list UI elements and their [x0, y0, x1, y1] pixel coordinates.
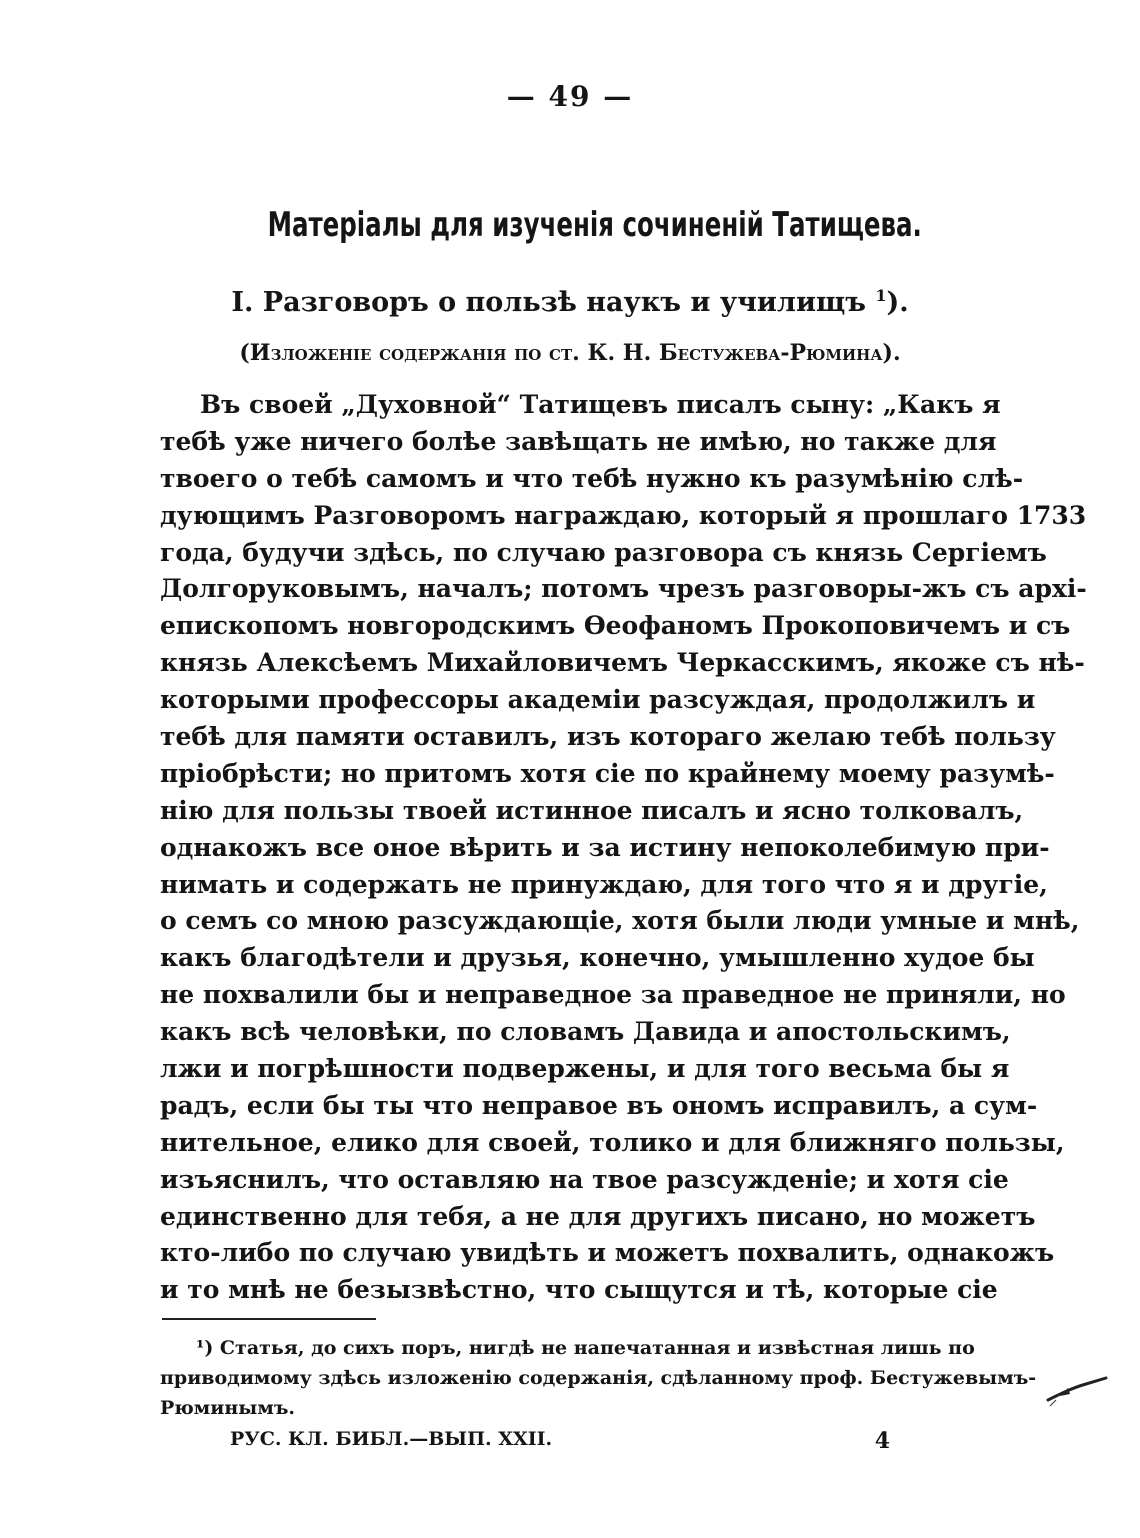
section-footnote-ref: 1	[875, 286, 887, 305]
body-line: радъ, если бы ты что неправое въ ономъ исправилъ, а сум-	[160, 1090, 1038, 1120]
footnote-line: Рюминымъ.	[160, 1397, 296, 1419]
body-line: нимать и содержать не принуждаю, для того что я и другіе,	[160, 869, 1048, 899]
body-line: которыми профессоры академіи разсуждая, продолжилъ и	[160, 685, 1036, 715]
page-number: — 49 —	[506, 80, 634, 113]
pen-mark-icon	[1046, 1370, 1110, 1410]
signature-number: 4	[874, 1428, 890, 1454]
body-line: тебѣ уже ничего болѣе завѣщать не имѣю, но также для	[160, 426, 997, 456]
body-line: нію для пользы твоей истинное писалъ и ясно толковалъ,	[160, 795, 1024, 825]
body-line: и то мнѣ не безызвѣстно, что сыщутся и тѣ, которые сіе	[160, 1275, 998, 1305]
body-line: изъяснилъ, что оставляю на твое разсужденіе; и хотя сіе	[160, 1164, 1009, 1194]
section-title-end: ).	[886, 287, 909, 318]
body-line: дующимъ Разговоромъ награждаю, который я прошлаго 1733	[160, 500, 1087, 530]
body-line: Въ своей „Духовной“ Татищевъ писалъ сыну: „Какъ я	[200, 390, 1001, 419]
series-signature: РУС. КЛ. БИБЛ.—ВЫП. XXII.	[230, 1428, 553, 1450]
body-line: твоего о тебѣ самомъ и что тебѣ нужно къ разумѣнію слѣ-	[160, 463, 1024, 493]
section-title-text: I. Разговоръ о пользѣ наукъ и училищъ	[231, 287, 866, 318]
body-line: князь Алексѣемъ Михайловичемъ Черкасскимъ, якоже съ нѣ-	[160, 648, 1085, 678]
body-line: единственно для тебя, а не для другихъ писано, но можетъ	[160, 1201, 1036, 1231]
body-line: тебѣ для памяти оставилъ, изъ котораго желаю тебѣ пользу	[160, 722, 1056, 752]
footnote-line: ¹) Статья, до сихъ поръ, нигдѣ не напечатанная и извѣстная лишь по	[196, 1337, 975, 1359]
footnote-divider	[162, 1318, 376, 1320]
footnote	[160, 1333, 1037, 1423]
body-line: кто-либо по случаю увидѣть и можетъ похвалить, однакожъ	[160, 1238, 1055, 1268]
section-subtitle: (Изложеніе содержанія по ст. К. Н. Бестужева-Рюмина).	[239, 340, 901, 366]
body-line: о семъ со мною разсуждающіе, хотя были люди умные и мнѣ,	[160, 906, 1080, 936]
footnote-line: приводимому здѣсь изложенію содержанія, сдѣланному проф. Бестужевымъ-	[160, 1367, 1037, 1389]
body-line: пріобрѣсти; но притомъ хотя сіе по крайнему моему разумѣ-	[160, 758, 1055, 788]
body-line: какъ всѣ человѣки, по словамъ Давида и апостольскимъ,	[160, 1017, 1011, 1047]
main-title: Матеріалы для изученія сочиненій Татищева.	[267, 205, 922, 245]
body-line: какъ благодѣтели и друзья, конечно, умышленно худое бы	[160, 943, 1035, 973]
body-line: года, будучи здѣсь, по случаю разговора съ князь Сергіемъ	[160, 537, 1047, 567]
body-line: однакожъ все оное вѣрить и за истину непоколебимую при-	[160, 832, 1050, 862]
body-line: Долгоруковымъ, началъ; потомъ чрезъ разговоры-жъ съ архі-	[160, 574, 1087, 604]
body-line: лжи и погрѣшности подвержены, и для того весьма бы я	[160, 1054, 1010, 1084]
section-title	[150, 286, 990, 318]
body-line: нительное, елико для своей, толико и для ближняго пользы,	[160, 1127, 1065, 1157]
body-text	[160, 387, 1087, 1309]
body-line: не похвалили бы и неправедное за праведное не приняли, но	[160, 980, 1066, 1010]
body-line: епископомъ новгородскимъ Ѳеофаномъ Прокоповичемъ и съ	[160, 611, 1071, 641]
